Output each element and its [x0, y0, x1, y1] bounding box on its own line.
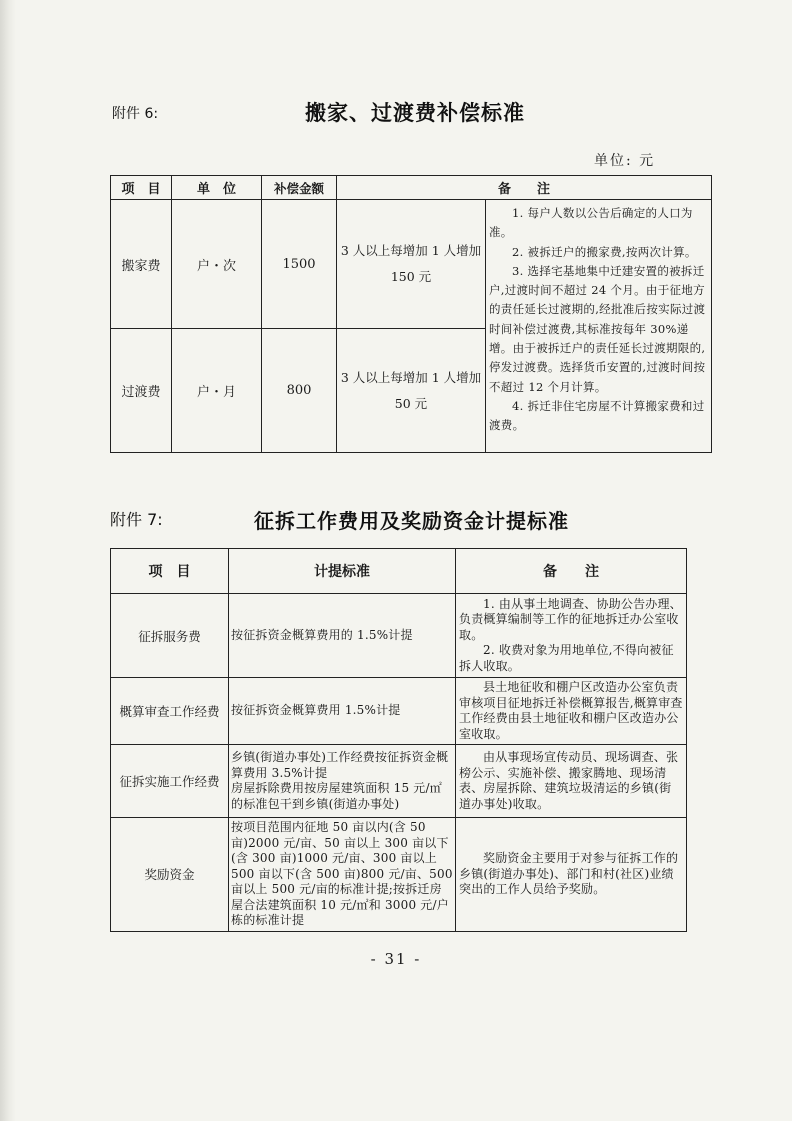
note-item: 奖励资金主要用于对参与征拆工作的乡镇(街道办事处)、部门和村(社区)业绩突出的工作人员给予奖励。 [459, 851, 679, 896]
header-amount: 补偿金额 [262, 176, 337, 200]
note-item: 县土地征收和棚户区改造办公室负责审核项目征地拆迁补偿概算报告,概算审查工作经费由县土地征收和棚户区改造办公室收取。 [459, 680, 683, 741]
appendix-6-label: 附件 6: [112, 106, 159, 122]
appendix-7-label: 附件 7: [110, 510, 163, 529]
table-row-standard: 乡镇(街道办事处)工作经费按征拆资金概算费用 3.5%计提 房屋拆除费用按房屋建筑面积 15 元/㎡的标准包干到乡镇(街道办事处) [229, 745, 456, 818]
appendix-6-title: 搬家、过渡费补偿标准 [305, 101, 525, 125]
table-row-item: 征拆服务费 [111, 594, 229, 678]
table-row-standard: 按征拆资金概算费用 1.5%计提 [229, 678, 456, 745]
header-notes: 备 注 [337, 176, 712, 200]
table-row-notes [456, 745, 687, 818]
table-row-amount: 800 [262, 329, 337, 453]
note-item: 3. 选择宅基地集中迁建安置的被拆迁户,过渡时间不超过 24 个月。由于征地方的责任延长过渡期的,经批准后按实际过渡时间补偿过渡费,其标准按每年 30%递增。由于被拆迁户的责任延长过渡期限的,停发过渡费。选择货币安置的,过渡时间按不超过 12 个月计算。 [489, 263, 706, 394]
table-row-notes [456, 678, 687, 745]
header-standard: 计提标准 [229, 549, 456, 594]
table-row-standard: 按项目范围内征地 50 亩以内(含 50 亩)2000 元/亩、50 亩以上 300 亩以下(含 300 亩)1000 元/亩、300 亩以上 500 亩以下(含 500 亩)800 元/亩、500 亩以上 500 元/亩的标准计提;按拆迁房屋合法建筑面积 10 元/㎡和 3000 元/户栋的标准计提 [229, 818, 456, 932]
table-row-notes [456, 594, 687, 678]
note-item: 1. 每户人数以公告后确定的人口为准。 [489, 206, 693, 240]
header-item: 项 目 [111, 176, 172, 200]
table-row-item: 搬家费 [111, 200, 172, 329]
work-fee-table [110, 548, 687, 932]
table-row-standard: 按征拆资金概算费用的 1.5%计提 [229, 594, 456, 678]
appendix-7-title: 征拆工作费用及奖励资金计提标准 [254, 509, 569, 533]
table-row-item: 征拆实施工作经费 [111, 745, 229, 818]
table-row-desc: 3 人以上每增加 1 人增加 150 元 [337, 200, 486, 329]
table-row-unit: 户・月 [172, 329, 262, 453]
table-row-amount: 1500 [262, 200, 337, 329]
relocation-fee-table [110, 175, 712, 453]
note-item: 4. 拆迁非住宅房屋不计算搬家费和过渡费。 [489, 398, 705, 433]
table-row-unit: 户・次 [172, 200, 262, 329]
page-number: - 31 - [370, 950, 422, 968]
table-row-item: 奖励资金 [111, 818, 229, 932]
header-item: 项 目 [111, 549, 229, 594]
note-item: 2. 被拆迁户的搬家费,按两次计算。 [512, 244, 697, 259]
header-notes: 备 注 [456, 549, 687, 594]
unit-label: 单位: 元 [594, 153, 656, 169]
notes-cell [486, 200, 712, 453]
note-item: 1. 由从事土地调查、协助公告办理、负责概算编制等工作的征地拆迁办公室收取。 [459, 596, 682, 642]
note-item: 由从事现场宣传动员、现场调查、张榜公示、实施补偿、搬家腾地、现场清表、房屋拆除、建筑垃圾清运的乡镇(街道办事处)收取。 [459, 750, 679, 811]
table-row-item: 概算审查工作经费 [111, 678, 229, 745]
note-item: 2. 收费对象为用地单位,不得向被征拆人收取。 [459, 643, 674, 673]
table-row-notes [456, 818, 687, 932]
header-unit: 单 位 [172, 176, 262, 200]
table-row-item: 过渡费 [111, 329, 172, 453]
table-row-desc: 3 人以上每增加 1 人增加 50 元 [337, 329, 486, 453]
